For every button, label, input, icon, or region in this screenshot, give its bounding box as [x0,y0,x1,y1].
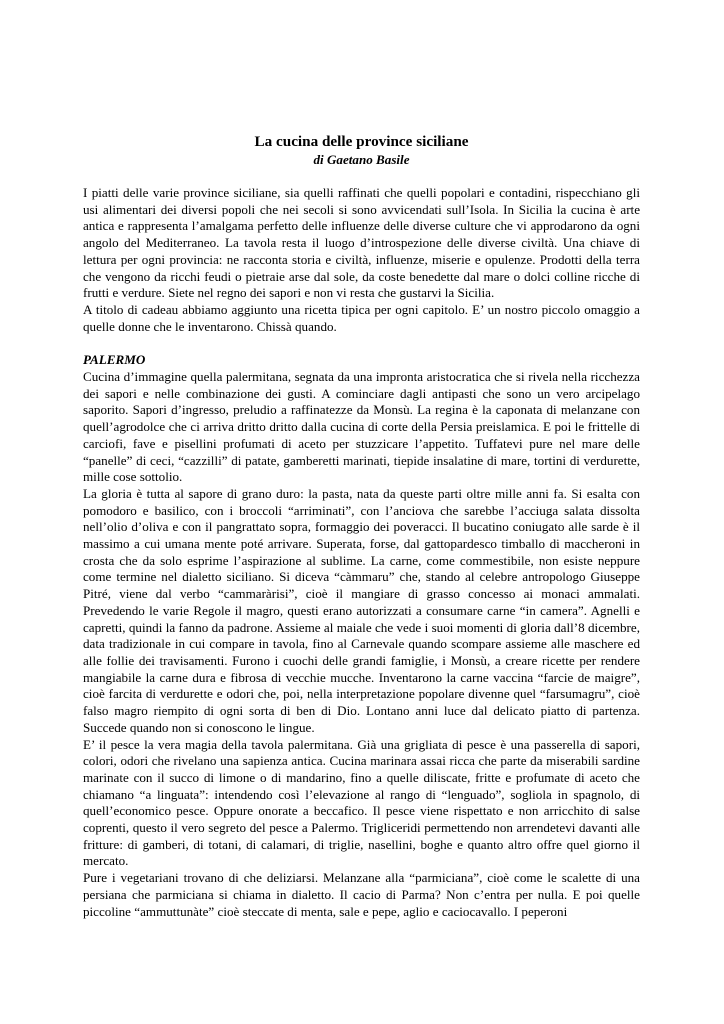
section-paragraph: Cucina d’immagine quella palermitana, segnata da una impronta aristocratica che si rivela nella ricchezza dei sapori e nelle combinazione dei gusti. A cominciare dagli antipasti che sono un vero arcipelago saporito. Sapori d’ingresso, preludio a raffinatezze da Monsù. La regina è la caponata di melanzane con quell’agrodolce che ci arriva dritto dritto dalla cucina di corte della Persia preislamica. E poi le frittelle di carciofi, fave e pisellini profumati di aceto per stuzzicare l’appetito. Tuffatevi pure nel mare delle “panelle” di ceci, “cazzilli” di patate, gamberetti marinati, tiepide insalatine di mare, tortini di verdurette, mille cose sottolio. [83,369,640,485]
section-paragraph: Pure i vegetariani trovano di che deliziarsi. Melanzane alla “parmiciana”, cioè come le scalette di una persiana che parmiciana si chiama in dialetto. Il cacio di Parma? Non c’entra per nulla. E poi quelle piccoline “ammuttunàte” cioè steccate di menta, sale e pepe, aglio e caciocavallo. I peperoni [83,870,640,919]
intro-paragraph: A titolo di cadeau abbiamo aggiunto una ricetta tipica per ogni capitolo. E’ un nostro piccolo omaggio a quelle donne che le inventarono. Chissà quando. [83,301,640,334]
section-heading-palermo: PALERMO [83,352,146,368]
section-paragraph: La gloria è tutta al sapore di grano duro: la pasta, nata da queste parti oltre mille anni fa. Si esalta con pomodoro e basilico, con i broccoli “arriminati”, con l’anciova che sarebbe l’acciuga salata dissolta nell’olio d’oliva e con il pangrattato sopra, formaggio dei poveracci. Il bucatino coniugato alle sarde è il massimo a cui umana mente poté arrivare. Superata, forse, dal gattopardesco timballo di maccheroni in crosta che da solo esprime l’aspirazione al sublime. La carne, come commestibile, non esiste neppure come termine nel dialetto siciliano. Si diceva “càmmaru” che, stando al celebre antropologo Giuseppe Pitré, viene dal verbo “cammaràrisi”, cioè il mangiare di grasso concesso ai monaci ammalati. Prevedendo le varie Regole il magro, questi erano autorizzati a consumare carne “in camera”. Agnelli e capretti, quindi la fanno da padrone. Assieme al maiale che vede i suoi momenti di gloria dall’8 dicembre, data tradizionale in cui compare in tavola, fino al Carnevale quando scompare assieme alle maschere ed alle follie dei travisamenti. Furono i cuochi delle grandi famiglie, i Monsù, a creare ricette per rendere mangiabile la carne dura e fibrosa di vecchie mucche. Inventarono la carne vaccina “farcie de maigre”, cioè farcita di verdurette e odori che, poi, nella interpretazione popolare divenne quel “farsumagru”, cioè falso magro riempito di ogni sorta di ben di Dio. Lontano anni luce dal delicato piatto di partenza. Succede quando non si conoscono le lingue. [83,485,640,735]
section-paragraph: E’ il pesce la vera magia della tavola palermitana. Già una grigliata di pesce è una passerella di sapori, colori, odori che rivelano una sapienza antica. Cucina marinara assai ricca che parte da miserabili sardine marinate con il succo di limone o di mandarino, fino a quelle diliscate, fritte e profumate di aceto che chiamano “a linguata”: intendendo così l’elevazione al rango di “lenguado”, sogliola in spagnolo, di quell’economico pesce. Oppure onorate a beccafico. Il pesce viene rispettato e non arricchito di salse coprenti, questo il vero segreto del pesce a Palermo. Trigliceridi permettendo non arrendetevi davanti alle fritture: di gamberi, di totani, di calamari, di triglie, nasellini, boghe e quanto altro offre quel giorno il mercato. [83,736,640,869]
document-title: La cucina delle province siciliane [254,133,469,150]
document-author: di Gaetano Basile [313,152,410,167]
intro-paragraph: I piatti delle varie province siciliane, sia quelli raffinati che quelli popolari e contadini, rispecchiano gli usi alimentari dei diversi popoli che nei secoli si sono avvicendati sull’Isola. In Sicilia la cucina è arte antica e rappresenta l’amalgama perfetto delle influenze delle diverse culture che vi approdarono da ogni angolo del Mediterraneo. La tavola resta il luogo d’introspezione delle diverse civiltà. Una chiave di lettura per ogni provincia: ne racconta storia e civiltà, influenze, miserie e opulenze. Prodotti della terra che vengono da ricchi feudi o pietraie arse dal sole, da coste benedette dal mare o dolci colline ricche di frutti e verdure. Siete nel regno dei sapori e non vi resta che gustarvi la Sicilia. [83,185,640,301]
document-page [83,132,640,920]
